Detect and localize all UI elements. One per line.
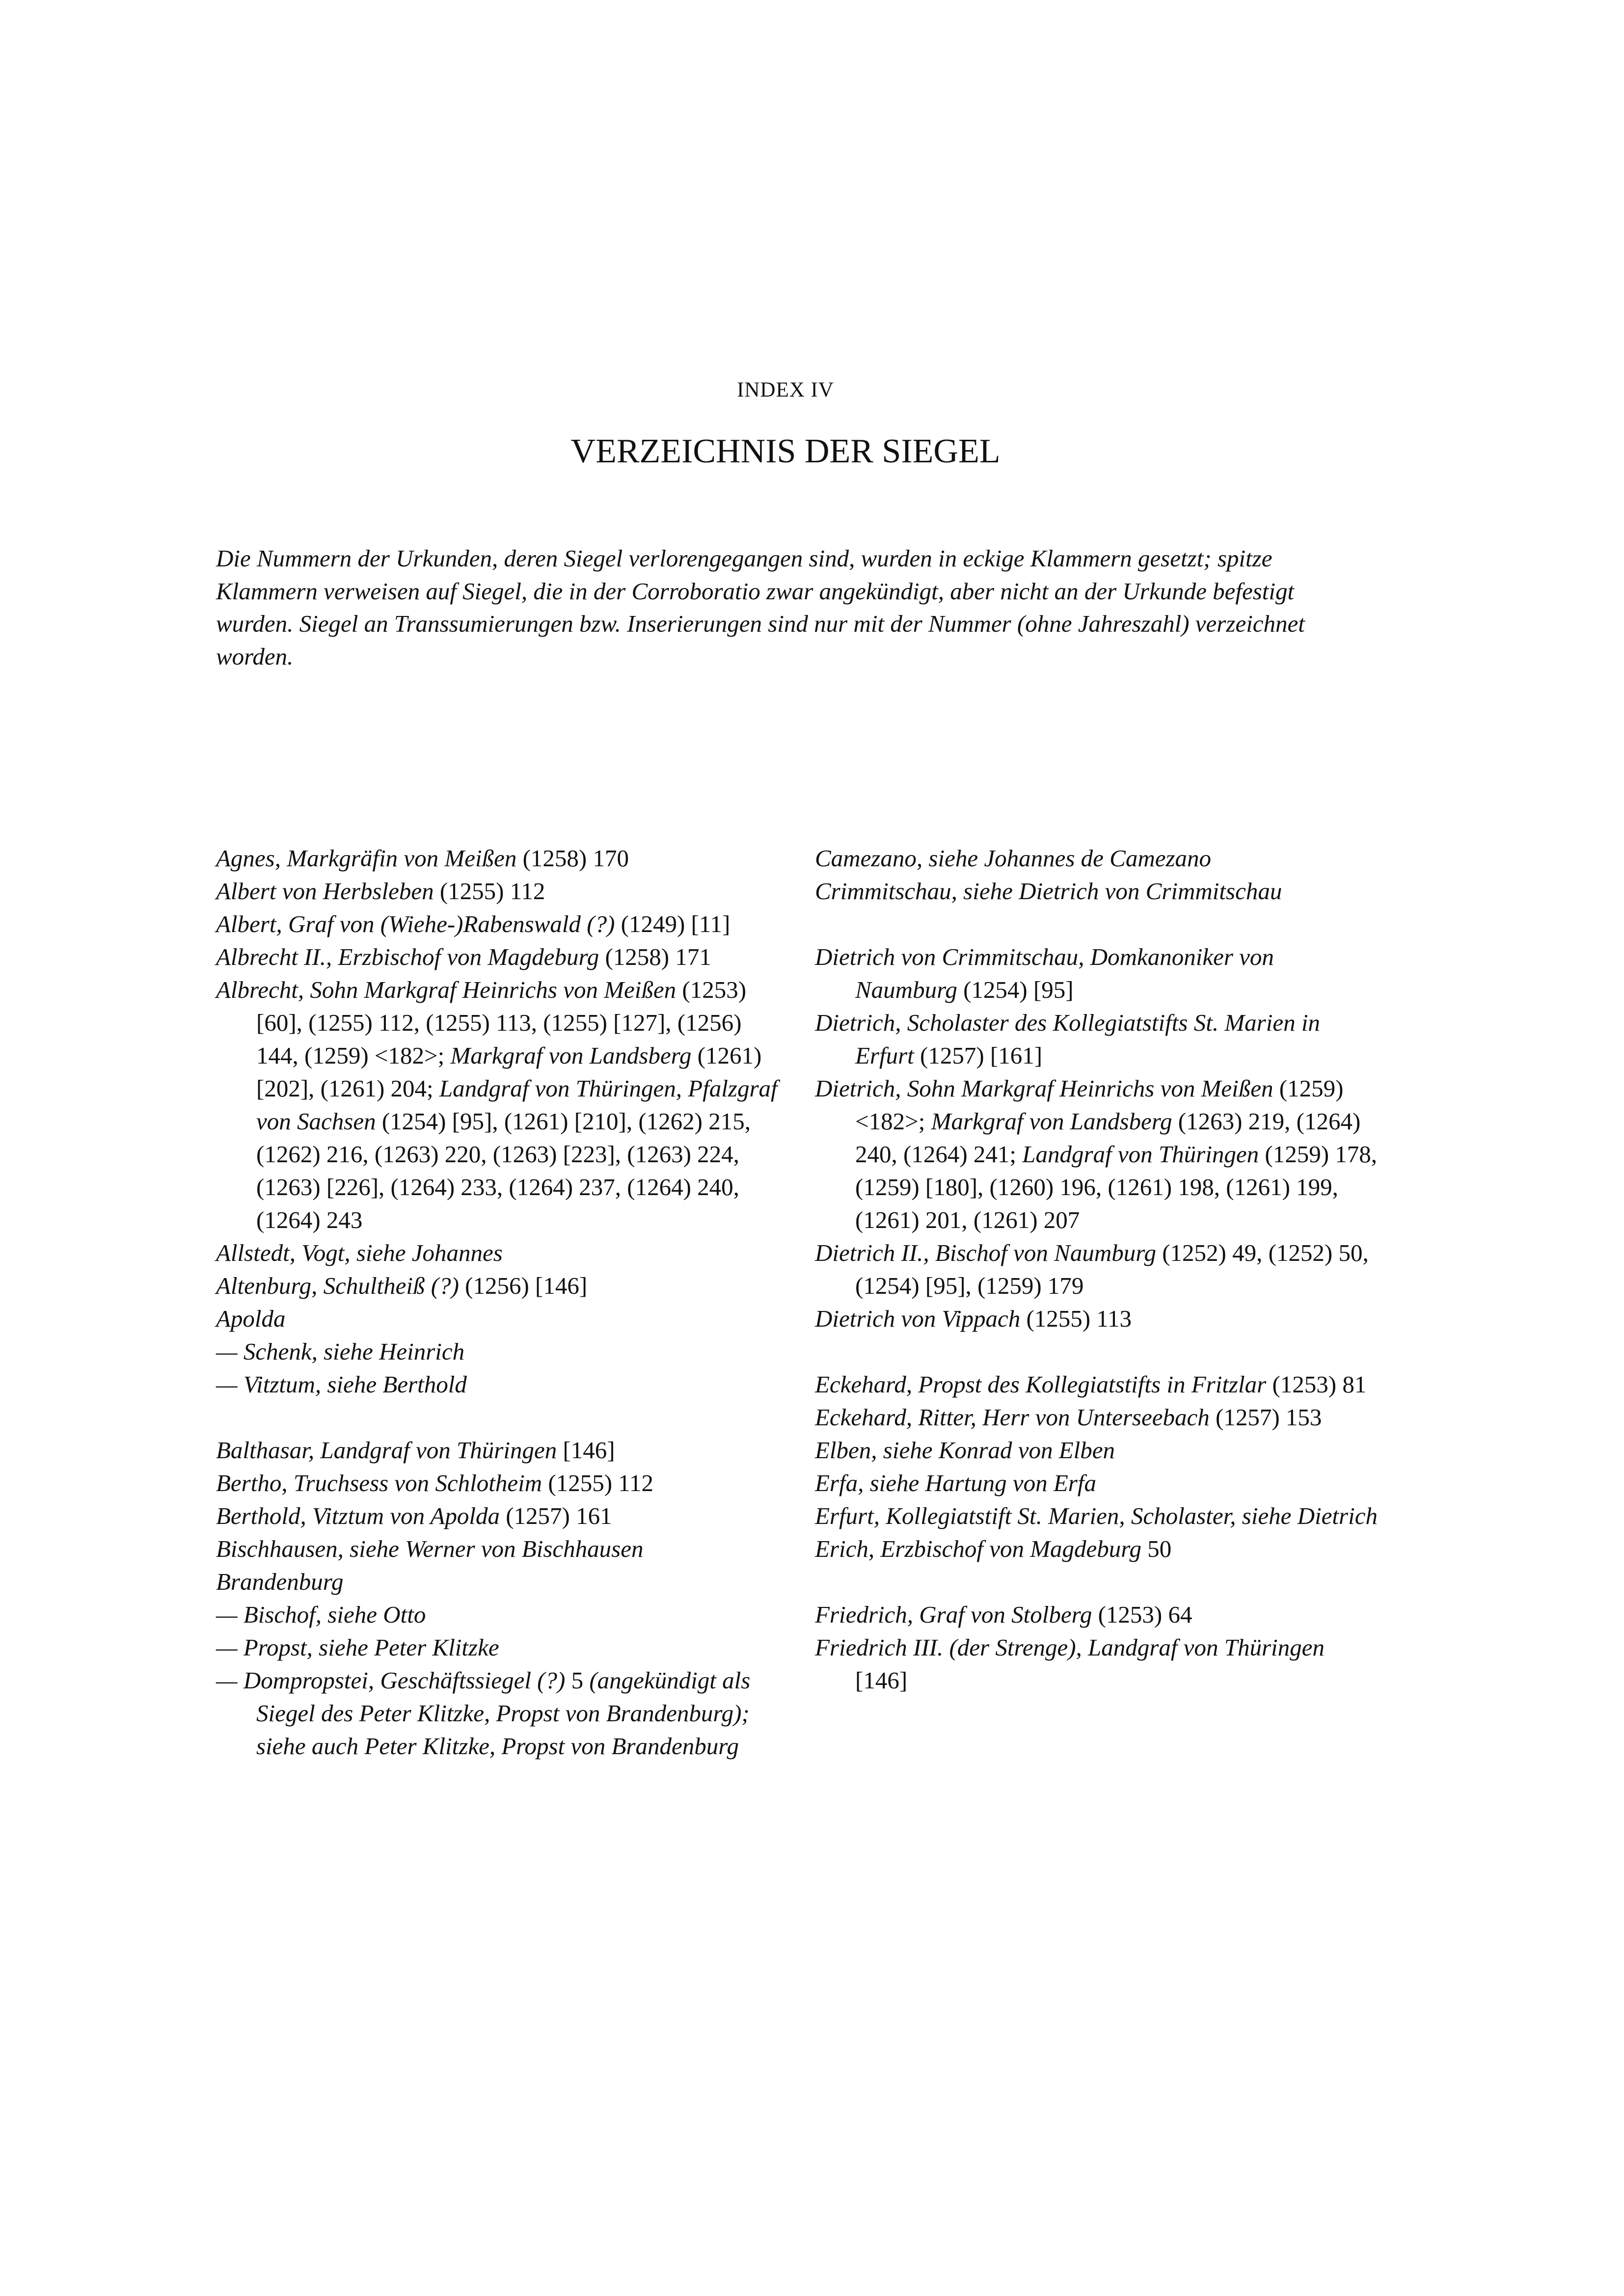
- entry-reference: (1259) <182>;: [855, 1075, 1344, 1135]
- index-entry: [216, 1598, 781, 1631]
- entry-reference: (1257) 153: [1209, 1404, 1322, 1431]
- entry-name: Erich, Erzbischof von Magdeburg: [815, 1535, 1142, 1562]
- entry-reference: 50: [1141, 1535, 1172, 1562]
- entry-name: Agnes, Markgräfin von Meißen: [216, 845, 517, 872]
- index-entry: [216, 1335, 781, 1368]
- index-entry: [216, 1236, 781, 1269]
- index-entry: [216, 1269, 781, 1302]
- index-column-left: [216, 842, 781, 1762]
- entry-reference: (1261) [202], (1261) 204;: [256, 1042, 762, 1102]
- entry-name: Albrecht, Sohn Markgraf Heinrichs von Meißen: [216, 976, 677, 1003]
- index-entry: [815, 1006, 1380, 1072]
- intro-paragraph: Die Nummern der Urkunden, deren Siegel verlorengegangen sind, wurden in eckige Klammern gesetzt; spitze Klammern verweisen auf Siegel, die in der Corroboratio zwar angekündigt, aber nicht an der Urkunde befestigt wurden. Siegel an Transsumierungen bzw. Inserierungen sind nur mit der Nummer (ohne Jahreszahl) verzeichnet worden.: [216, 545, 1305, 670]
- entry-reference: (1253) 81: [1266, 1371, 1367, 1398]
- entry-name: Bertho, Truchsess von Schlotheim: [216, 1469, 542, 1496]
- entry-spacer: [815, 908, 1380, 940]
- index-entry: [815, 1467, 1380, 1499]
- index-entry: [815, 1598, 1380, 1631]
- index-entry: [815, 1499, 1380, 1532]
- index-entry: [815, 1236, 1380, 1302]
- entry-name: Markgraf von Landsberg: [450, 1042, 692, 1069]
- index-entry: [815, 1401, 1380, 1434]
- entry-name: Dietrich von Vippach: [815, 1305, 1021, 1332]
- entry-name: — Schenk, siehe Heinrich: [216, 1338, 465, 1365]
- entry-name: Dietrich II., Bischof von Naumburg: [815, 1239, 1156, 1266]
- index-entry: [815, 1631, 1380, 1697]
- entry-reference: (1257) 161: [499, 1502, 612, 1529]
- entry-name: Landgraf von Thüringen: [1022, 1141, 1259, 1168]
- entry-reference: (1255) 113: [1020, 1305, 1132, 1332]
- entry-name: Eckehard, Propst des Kollegiatstifts in Fritzlar: [815, 1371, 1267, 1398]
- index-entry: [216, 1499, 781, 1532]
- index-entry: [815, 1532, 1380, 1565]
- index-entry: [815, 1434, 1380, 1467]
- entry-name: Dietrich, Scholaster des Kollegiatstifts St. Marien in Erfurt: [815, 1009, 1320, 1069]
- index-entry: [216, 1631, 781, 1664]
- index-entry: [216, 842, 781, 875]
- entry-name: Camezano, siehe Johannes de Camezano: [815, 845, 1212, 872]
- index-column-right: [815, 842, 1380, 1697]
- entry-name: Allstedt, Vogt, siehe Johannes: [216, 1239, 503, 1266]
- entry-reference: (1258) 170: [516, 845, 629, 872]
- entry-name: (angekündigt als Siegel des Peter Klitzke, Propst von Brandenburg); siehe auch Peter Klitzke, Propst von Brandenburg: [256, 1667, 751, 1760]
- entry-name: — Propst, siehe Peter Klitzke: [216, 1634, 499, 1661]
- index-entry: [815, 875, 1380, 908]
- index-entry: [216, 875, 781, 908]
- index-entry: [216, 1664, 781, 1762]
- entry-reference: [146]: [557, 1437, 615, 1464]
- entry-name: Brandenburg: [216, 1568, 344, 1595]
- entry-name: Albert, Graf von (Wiehe-)Rabenswald (?): [216, 910, 615, 937]
- entry-name: — Vitztum, siehe Berthold: [216, 1371, 467, 1398]
- entry-reference: (1249) [11]: [615, 910, 731, 937]
- entry-name: Dietrich, Sohn Markgraf Heinrichs von Meißen: [815, 1075, 1273, 1102]
- index-entry: [815, 842, 1380, 875]
- entry-reference: (1254) [95], (1261) [210], (1262) 215, (1262) 216, (1263) 220, (1263) [223], (1263) 224, (1263) [226], (1264) 233, (1264) 237, (1264) 240, (1264) 243: [256, 1108, 751, 1233]
- index-entry: [815, 1072, 1380, 1236]
- entry-name: Berthold, Vitztum von Apolda: [216, 1502, 500, 1529]
- entry-name: Balthasar, Landgraf von Thüringen: [216, 1437, 557, 1464]
- entry-reference: (1252) 49, (1252) 50, (1254) [95], (1259) 179: [855, 1239, 1369, 1299]
- index-entry: [216, 908, 781, 940]
- entry-reference: (1259) 178, (1259) [180], (1260) 196, (1261) 198, (1261) 199, (1261) 201, (1261) 207: [855, 1141, 1378, 1233]
- entry-name: Friedrich III. (der Strenge), Landgraf von Thüringen: [815, 1634, 1325, 1661]
- entry-spacer: [815, 1565, 1380, 1598]
- entry-name: Altenburg, Schultheiß (?): [216, 1272, 459, 1299]
- entry-name: Apolda: [216, 1305, 286, 1332]
- index-entry: [815, 1368, 1380, 1401]
- index-entry: [815, 940, 1380, 1006]
- entry-name: Landgraf von Thüringen, Pfalzgraf von Sachsen: [256, 1075, 778, 1135]
- index-entry: [216, 1532, 781, 1565]
- index-label: INDEX IV: [737, 378, 834, 401]
- index-entry: [216, 940, 781, 973]
- entry-reference: 5: [565, 1667, 590, 1694]
- entry-reference: (1258) 171: [599, 943, 711, 970]
- page-title: VERZEICHNIS DER SIEGEL: [570, 432, 1001, 470]
- entry-spacer: [216, 1401, 781, 1434]
- entry-name: — Dompropstei, Geschäftssiegel (?): [216, 1667, 566, 1694]
- entry-name: — Bischof, siehe Otto: [216, 1601, 426, 1628]
- entry-reference: (1253) [60], (1255) 112, (1255) 113, (1255) [127], (1256) 144, (1259) <182>;: [256, 976, 747, 1069]
- index-entry: [216, 1434, 781, 1467]
- entry-name: Albert von Herbsleben: [216, 878, 434, 905]
- index-entry: [216, 1565, 781, 1598]
- entry-name: Eckehard, Ritter, Herr von Unterseebach: [815, 1404, 1210, 1431]
- entry-reference: (1256) [146]: [459, 1272, 588, 1299]
- entry-reference: (1257) [161]: [914, 1042, 1043, 1069]
- entry-name: Elben, siehe Konrad von Elben: [815, 1437, 1115, 1464]
- entry-name: Crimmitschau, siehe Dietrich von Crimmitschau: [815, 878, 1282, 905]
- entry-name: Markgraf von Landsberg: [931, 1108, 1172, 1135]
- index-entry: [815, 1302, 1380, 1335]
- entry-reference: (1255) 112: [433, 878, 545, 905]
- entry-reference: [146]: [855, 1667, 908, 1694]
- entry-name: Bischhausen, siehe Werner von Bischhausen: [216, 1535, 644, 1562]
- entry-reference: (1253) 64: [1092, 1601, 1192, 1628]
- index-entry: [216, 1302, 781, 1335]
- entry-name: Erfa, siehe Hartung von Erfa: [815, 1469, 1096, 1496]
- entry-name: Erfurt, Kollegiatstift St. Marien, Scholaster, siehe Dietrich: [815, 1502, 1378, 1529]
- entry-name: Friedrich, Graf von Stolberg: [815, 1601, 1092, 1628]
- entry-reference: (1263) 219, (1264) 240, (1264) 241;: [855, 1108, 1361, 1168]
- index-entry: [216, 973, 781, 1236]
- entry-name: Albrecht II., Erzbischof von Magdeburg: [216, 943, 599, 970]
- entry-reference: (1254) [95]: [957, 976, 1074, 1003]
- entry-name: Dietrich von Crimmitschau, Domkanoniker von Naumburg: [815, 943, 1274, 1003]
- index-entry: [216, 1467, 781, 1499]
- entry-reference: (1255) 112: [542, 1469, 653, 1496]
- index-entry: [216, 1368, 781, 1401]
- entry-spacer: [815, 1335, 1380, 1368]
